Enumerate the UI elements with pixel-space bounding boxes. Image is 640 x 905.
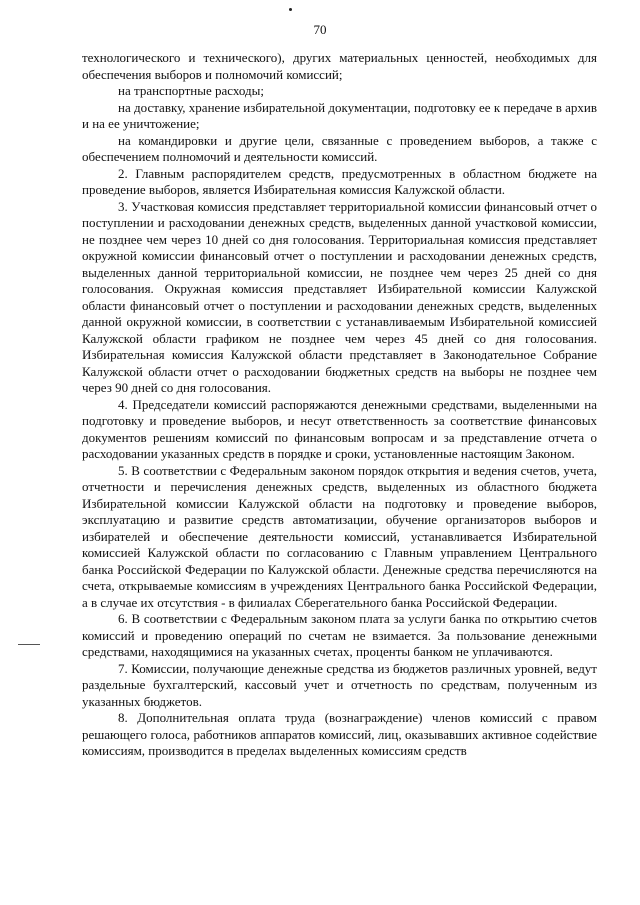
document-body [82,50,597,760]
paragraph-7: 7. Комиссии, получающие денежные средства из бюджетов различных уровней, ведут раздельные бухгалтерский, кассовый учет и отчетность по средствам, полученным из указанных бюджетов. [82,660,597,709]
scan-dot [289,8,292,11]
paragraph-6: 6. В соответствии с Федеральным законом плата за услуги банка по открытию счетов комиссий и проведению операций по счетам не взимается. За пользование денежными средствами, находящимися на указанных счетах, проценты банком не уплачиваются. [82,611,597,659]
paragraph-4: 4. Председатели комиссий распоряжаются денежными средствами, выделенными на подготовку и проведение выборов, и несут ответственность за соответствие финансовых документов решениям комиссий по финансовым вопросам и за представление отчета о расходовании указанных средств в порядке и сроки, установленные настоящим Законом. [82,396,597,461]
paragraph-business-trips: на командировки и другие цели, связанные с проведением выборов, а также с обеспечением полномочий и деятельности комиссий. [82,132,597,164]
page-number: 70 [313,22,327,37]
paragraph-delivery: на доставку, хранение избирательной документации, подготовку ее к передаче в архив и на ее уничтожение; [82,99,597,131]
paragraph-5: 5. В соответствии с Федеральным законом порядок открытия и ведения счетов, учета, отчетности и перечисления денежных средств, выделенных из областного бюджета Избирательной комиссии Калужской области на подготовку и проведение выборов, эксплуатацию и развитие средств автоматизации, обучение организаторов выборов и избирателей и обеспечение деятельности комиссий, устанавливается Избирательной комиссией Калужской области по согласованию с Главным управлением Центрального банка Российской Федерации по Калужской области. Денежные средства перечисляются на счета, открываемые комиссиям в учреждениях Центрального банка Российской Федерации, а в случае их отсутствия - в филиалах Сберегательного банка Российской Федерации. [82,462,597,610]
paragraph-8: 8. Дополнительная оплата труда (вознаграждение) членов комиссий с правом решающего голоса, работников аппаратов комиссий, лиц, оказывавших активное содействие комиссиям, производится в пределах выделенных комиссиям средств [82,710,597,758]
paragraph-transport: на транспортные расходы; [118,83,264,98]
paragraph-3: 3. Участковая комиссия представляет территориальной комиссии финансовый отчет о поступлении и расходовании денежных средств, выделенных данной участковой комиссии, не позднее чем через 10 дней со дня голосования. Территориальная комиссия представляет окружной комиссии финансовый отчет о поступлении и расходовании денежных средств, выделенных данной территориальной комиссии, не позднее чем через 25 дней со дня голосования. Окружная комиссия представляет Избирательной комиссии Калужской области финансовый отчет о поступлении и расходовании денежных средств, выделенных данной окружной комиссии, в соответствии с устанавливаемым Избирательной комиссией Калужской области графиком не позднее чем через 45 дней со дня голосования. Избирательная комиссия Калужской области представляет в Законодательное Собрание Калужской области отчет о расходовании бюджетных средств на выборы не позднее чем через 90 дней со дня голосования. [82,198,597,395]
paragraph-continued: технологического и технического), других материальных ценностей, необходимых для обеспечения выборов и полномочий комиссий; [82,50,597,82]
scan-mark [18,644,40,645]
paragraph-2: 2. Главным распорядителем средств, предусмотренных в областном бюджете на проведение выборов, является Избирательная комиссия Калужской области. [82,165,597,197]
